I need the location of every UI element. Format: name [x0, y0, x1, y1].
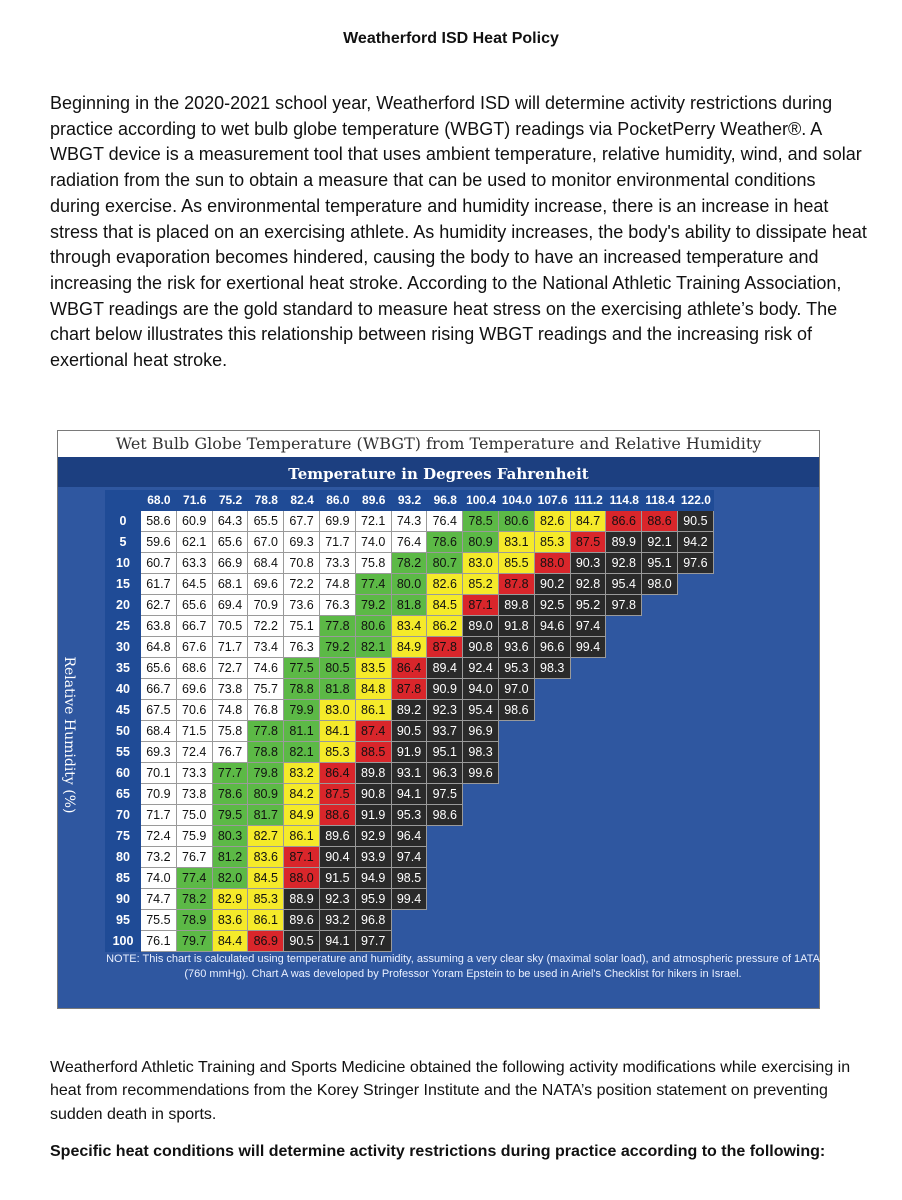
wbgt-cell: 78.8	[284, 679, 320, 700]
wbgt-cell: 87.4	[356, 721, 392, 742]
temperature-header: 75.2	[213, 490, 249, 511]
wbgt-cell: 75.5	[141, 910, 177, 931]
wbgt-cell: 74.3	[392, 511, 428, 532]
wbgt-cell: 97.5	[427, 784, 463, 805]
wbgt-cell: 66.7	[177, 616, 213, 637]
wbgt-cell: 66.7	[141, 679, 177, 700]
wbgt-cell: 69.6	[248, 574, 284, 595]
wbgt-cell: 68.1	[213, 574, 249, 595]
wbgt-cell: 80.7	[427, 553, 463, 574]
humidity-header: 70	[105, 805, 141, 826]
wbgt-cell: 88.0	[535, 553, 571, 574]
wbgt-cell: 79.2	[320, 637, 356, 658]
wbgt-cell: 92.3	[320, 889, 356, 910]
wbgt-cell: 87.8	[392, 679, 428, 700]
wbgt-table	[105, 490, 821, 952]
wbgt-cell: 98.3	[463, 742, 499, 763]
wbgt-cell: 72.1	[356, 511, 392, 532]
wbgt-cell: 71.7	[213, 637, 249, 658]
wbgt-cell: 72.4	[177, 742, 213, 763]
wbgt-cell: 71.7	[320, 532, 356, 553]
wbgt-cell: 86.1	[356, 700, 392, 721]
humidity-header: 45	[105, 700, 141, 721]
humidity-header: 25	[105, 616, 141, 637]
wbgt-cell: 84.4	[213, 931, 249, 952]
wbgt-cell: 81.8	[320, 679, 356, 700]
wbgt-cell: 86.4	[320, 763, 356, 784]
wbgt-cell: 90.8	[356, 784, 392, 805]
wbgt-cell: 84.5	[427, 595, 463, 616]
wbgt-cell: 75.9	[177, 826, 213, 847]
wbgt-cell: 77.4	[356, 574, 392, 595]
wbgt-cell: 86.1	[284, 826, 320, 847]
wbgt-cell: 95.3	[499, 658, 535, 679]
wbgt-cell: 97.8	[606, 595, 642, 616]
wbgt-cell: 80.9	[248, 784, 284, 805]
wbgt-cell: 88.6	[320, 805, 356, 826]
humidity-header: 20	[105, 595, 141, 616]
wbgt-cell: 93.1	[392, 763, 428, 784]
wbgt-cell: 68.6	[177, 658, 213, 679]
wbgt-cell: 63.8	[141, 616, 177, 637]
temperature-header: 93.2	[392, 490, 428, 511]
wbgt-cell: 86.6	[606, 511, 642, 532]
wbgt-cell: 88.6	[642, 511, 678, 532]
wbgt-cell: 91.5	[320, 868, 356, 889]
wbgt-cell: 76.7	[177, 847, 213, 868]
wbgt-cell: 95.1	[427, 742, 463, 763]
wbgt-cell: 84.9	[392, 637, 428, 658]
wbgt-cell: 82.6	[427, 574, 463, 595]
wbgt-cell: 84.2	[284, 784, 320, 805]
wbgt-cell: 83.4	[392, 616, 428, 637]
wbgt-cell: 78.9	[177, 910, 213, 931]
temperature-header: 89.6	[356, 490, 392, 511]
wbgt-cell: 83.2	[284, 763, 320, 784]
temperature-header: 68.0	[141, 490, 177, 511]
wbgt-cell: 85.5	[499, 553, 535, 574]
wbgt-cell: 84.7	[571, 511, 607, 532]
wbgt-cell: 79.9	[284, 700, 320, 721]
wbgt-cell: 94.6	[535, 616, 571, 637]
wbgt-cell: 97.4	[571, 616, 607, 637]
wbgt-cell: 79.5	[213, 805, 249, 826]
humidity-header: 15	[105, 574, 141, 595]
wbgt-cell: 70.5	[213, 616, 249, 637]
wbgt-cell: 82.1	[284, 742, 320, 763]
wbgt-cell: 94.0	[463, 679, 499, 700]
wbgt-cell: 95.3	[392, 805, 428, 826]
wbgt-cell: 78.8	[248, 742, 284, 763]
wbgt-cell: 64.8	[141, 637, 177, 658]
wbgt-cell: 70.9	[141, 784, 177, 805]
wbgt-cell: 60.9	[177, 511, 213, 532]
wbgt-cell: 78.6	[213, 784, 249, 805]
wbgt-cell: 94.2	[678, 532, 714, 553]
wbgt-cell: 73.2	[141, 847, 177, 868]
wbgt-cell: 96.8	[356, 910, 392, 931]
wbgt-cell: 87.1	[284, 847, 320, 868]
wbgt-cell: 93.2	[320, 910, 356, 931]
wbgt-cell: 65.5	[248, 511, 284, 532]
wbgt-cell: 96.6	[535, 637, 571, 658]
wbgt-cell: 92.5	[535, 595, 571, 616]
humidity-header: 95	[105, 910, 141, 931]
wbgt-cell: 73.6	[284, 595, 320, 616]
temperature-header: 114.8	[606, 490, 642, 511]
wbgt-cell: 83.0	[320, 700, 356, 721]
wbgt-cell: 96.3	[427, 763, 463, 784]
wbgt-cell: 73.8	[177, 784, 213, 805]
wbgt-cell: 81.7	[248, 805, 284, 826]
wbgt-cell: 78.2	[177, 889, 213, 910]
wbgt-cell: 89.9	[606, 532, 642, 553]
wbgt-cell: 90.5	[284, 931, 320, 952]
wbgt-cell: 77.4	[177, 868, 213, 889]
wbgt-cell: 88.5	[356, 742, 392, 763]
wbgt-cell: 73.3	[320, 553, 356, 574]
intro-paragraph: Beginning in the 2020-2021 school year, Weatherford ISD will determine activity restrictions during practice according to wet bulb globe temperature (WBGT) readings via PocketPerry Weather®. A WBGT device is a measurement tool that uses ambient temperature, relative humidity, wind, and solar radiation from the sun to obtain a measure that can be used to monitor environmental conditions during exercise. As environmental temperature and humidity increase, there is an increase in heat stress that is placed on an exercising athlete. As humidity increases, the body's ability to dissipate heat through evaporation becomes hindered, causing the body to have an increased temperature and increasing the risk for exertional heat stroke. According to the National Athletic Training Association, WBGT readings are the gold standard to measure heat stress on the exercising athlete’s body. The chart below illustrates this relationship between rising WBGT readings and the increasing risk of exertional heat stroke.	[50, 93, 867, 371]
humidity-header: 5	[105, 532, 141, 553]
temperature-header: 86.0	[320, 490, 356, 511]
wbgt-cell: 84.1	[320, 721, 356, 742]
wbgt-cell: 78.5	[463, 511, 499, 532]
wbgt-cell: 67.5	[141, 700, 177, 721]
document-title: Weatherford ISD Heat Policy	[343, 30, 559, 47]
wbgt-cell: 90.2	[535, 574, 571, 595]
wbgt-cell: 80.6	[499, 511, 535, 532]
humidity-header: 50	[105, 721, 141, 742]
wbgt-cell: 98.6	[427, 805, 463, 826]
wbgt-cell: 69.9	[320, 511, 356, 532]
wbgt-cell: 69.6	[177, 679, 213, 700]
wbgt-cell: 97.4	[392, 847, 428, 868]
wbgt-cell: 95.4	[463, 700, 499, 721]
wbgt-cell: 79.7	[177, 931, 213, 952]
wbgt-cell: 72.4	[141, 826, 177, 847]
wbgt-cell: 92.1	[642, 532, 678, 553]
wbgt-cell: 94.1	[320, 931, 356, 952]
humidity-header: 10	[105, 553, 141, 574]
wbgt-cell: 85.3	[535, 532, 571, 553]
wbgt-cell: 99.4	[392, 889, 428, 910]
wbgt-cell: 75.7	[248, 679, 284, 700]
wbgt-cell: 64.5	[177, 574, 213, 595]
wbgt-cell: 74.7	[141, 889, 177, 910]
temperature-axis-title: Temperature in Degrees Fahrenheit	[58, 457, 819, 487]
wbgt-cell: 97.0	[499, 679, 535, 700]
wbgt-cell: 89.6	[320, 826, 356, 847]
wbgt-cell: 63.3	[177, 553, 213, 574]
wbgt-cell: 59.6	[141, 532, 177, 553]
wbgt-cell: 71.5	[177, 721, 213, 742]
wbgt-cell: 95.1	[642, 553, 678, 574]
wbgt-cell: 79.8	[248, 763, 284, 784]
humidity-header: 90	[105, 889, 141, 910]
temperature-header: 71.6	[177, 490, 213, 511]
wbgt-cell: 76.7	[213, 742, 249, 763]
wbgt-cell: 90.4	[320, 847, 356, 868]
wbgt-cell: 80.9	[463, 532, 499, 553]
wbgt-cell: 89.2	[392, 700, 428, 721]
wbgt-cell: 85.2	[463, 574, 499, 595]
wbgt-cell: 89.4	[427, 658, 463, 679]
wbgt-cell: 64.3	[213, 511, 249, 532]
wbgt-cell: 82.9	[213, 889, 249, 910]
temperature-header: 78.8	[248, 490, 284, 511]
temperature-header: 82.4	[284, 490, 320, 511]
temperature-header: 118.4	[642, 490, 678, 511]
wbgt-cell: 72.7	[213, 658, 249, 679]
wbgt-cell: 66.9	[213, 553, 249, 574]
wbgt-cell: 92.8	[606, 553, 642, 574]
humidity-header: 0	[105, 511, 141, 532]
wbgt-cell: 99.6	[463, 763, 499, 784]
chart-note: NOTE: This chart is calculated using temperature and humidity, assuming a very clear sky (maximal solar load), and atmospheric pressure of 1ATA (760 mmHg). Chart A was developed by Professor Yoram Epstein to be used in Ariel's Checklist for hikers in Israel.	[106, 953, 820, 980]
wbgt-cell: 80.6	[356, 616, 392, 637]
wbgt-cell: 82.7	[248, 826, 284, 847]
wbgt-cell: 86.2	[427, 616, 463, 637]
wbgt-cell: 82.0	[213, 868, 249, 889]
activity-paragraph: Weatherford Athletic Training and Sports Medicine obtained the following activity modifications while exercising in heat from recommendations from the Korey Stringer Institute and the NATA’s position statement on preventing sudden death in sports.	[50, 1059, 851, 1123]
wbgt-cell: 95.2	[571, 595, 607, 616]
wbgt-cell: 83.6	[248, 847, 284, 868]
wbgt-cell: 89.8	[499, 595, 535, 616]
wbgt-cell: 75.8	[213, 721, 249, 742]
wbgt-cell: 85.3	[248, 889, 284, 910]
temperature-header: 96.8	[427, 490, 463, 511]
wbgt-cell: 91.9	[392, 742, 428, 763]
wbgt-cell: 90.3	[571, 553, 607, 574]
wbgt-cell: 67.7	[284, 511, 320, 532]
wbgt-cell: 71.7	[141, 805, 177, 826]
wbgt-cell: 74.8	[320, 574, 356, 595]
wbgt-cell: 77.8	[320, 616, 356, 637]
wbgt-cell: 98.0	[642, 574, 678, 595]
wbgt-cell: 87.8	[499, 574, 535, 595]
wbgt-cell: 84.9	[284, 805, 320, 826]
wbgt-cell: 98.5	[392, 868, 428, 889]
wbgt-cell: 72.2	[248, 616, 284, 637]
wbgt-cell: 77.8	[248, 721, 284, 742]
wbgt-cell: 86.9	[248, 931, 284, 952]
wbgt-cell: 62.1	[177, 532, 213, 553]
temperature-header: 111.2	[571, 490, 607, 511]
wbgt-cell: 79.2	[356, 595, 392, 616]
wbgt-cell: 87.5	[571, 532, 607, 553]
wbgt-cell: 73.3	[177, 763, 213, 784]
wbgt-cell: 74.8	[213, 700, 249, 721]
humidity-header: 75	[105, 826, 141, 847]
wbgt-cell: 86.4	[392, 658, 428, 679]
humidity-axis-title: Relative Humidity (%)	[61, 656, 77, 814]
humidity-header: 55	[105, 742, 141, 763]
wbgt-cell: 60.7	[141, 553, 177, 574]
wbgt-cell: 91.8	[499, 616, 535, 637]
wbgt-cell: 70.6	[177, 700, 213, 721]
wbgt-cell: 94.9	[356, 868, 392, 889]
wbgt-cell: 95.9	[356, 889, 392, 910]
wbgt-cell: 88.9	[284, 889, 320, 910]
wbgt-cell: 72.2	[284, 574, 320, 595]
wbgt-cell: 68.4	[248, 553, 284, 574]
wbgt-cell: 81.2	[213, 847, 249, 868]
wbgt-cell: 70.8	[284, 553, 320, 574]
wbgt-cell: 82.1	[356, 637, 392, 658]
wbgt-cell: 99.4	[571, 637, 607, 658]
humidity-header: 35	[105, 658, 141, 679]
wbgt-cell: 86.1	[248, 910, 284, 931]
wbgt-cell: 62.7	[141, 595, 177, 616]
wbgt-cell: 67.0	[248, 532, 284, 553]
wbgt-cell: 96.9	[463, 721, 499, 742]
wbgt-cell: 76.4	[427, 511, 463, 532]
wbgt-cell: 70.1	[141, 763, 177, 784]
wbgt-cell: 81.8	[392, 595, 428, 616]
wbgt-cell: 90.8	[463, 637, 499, 658]
wbgt-cell: 76.8	[248, 700, 284, 721]
wbgt-cell: 76.3	[320, 595, 356, 616]
temperature-header: 100.4	[463, 490, 499, 511]
temperature-header: 122.0	[678, 490, 714, 511]
humidity-header: 80	[105, 847, 141, 868]
wbgt-cell: 92.4	[463, 658, 499, 679]
wbgt-cell: 88.0	[284, 868, 320, 889]
wbgt-cell: 83.0	[463, 553, 499, 574]
wbgt-cell: 78.6	[427, 532, 463, 553]
wbgt-cell: 95.4	[606, 574, 642, 595]
wbgt-cell: 83.6	[213, 910, 249, 931]
wbgt-cell: 98.6	[499, 700, 535, 721]
humidity-header: 40	[105, 679, 141, 700]
wbgt-cell: 83.1	[499, 532, 535, 553]
restrictions-subheading: Specific heat conditions will determine activity restrictions during practice according to the following:	[50, 1143, 826, 1160]
wbgt-cell: 76.3	[284, 637, 320, 658]
wbgt-cell: 92.9	[356, 826, 392, 847]
wbgt-cell: 73.4	[248, 637, 284, 658]
wbgt-cell: 90.5	[678, 511, 714, 532]
wbgt-cell: 93.9	[356, 847, 392, 868]
wbgt-cell: 80.0	[392, 574, 428, 595]
humidity-header: 100	[105, 931, 141, 952]
wbgt-cell: 69.4	[213, 595, 249, 616]
wbgt-cell: 73.8	[213, 679, 249, 700]
temperature-header: 104.0	[499, 490, 535, 511]
wbgt-cell: 96.4	[392, 826, 428, 847]
wbgt-cell: 75.1	[284, 616, 320, 637]
wbgt-cell: 70.9	[248, 595, 284, 616]
wbgt-cell: 93.6	[499, 637, 535, 658]
wbgt-cell: 77.7	[213, 763, 249, 784]
wbgt-cell: 81.1	[284, 721, 320, 742]
wbgt-cell: 87.8	[427, 637, 463, 658]
wbgt-cell: 76.4	[392, 532, 428, 553]
wbgt-cell: 67.6	[177, 637, 213, 658]
wbgt-cell: 74.0	[356, 532, 392, 553]
wbgt-cell: 90.5	[392, 721, 428, 742]
wbgt-cell: 84.5	[248, 868, 284, 889]
wbgt-cell: 85.3	[320, 742, 356, 763]
wbgt-cell: 90.9	[427, 679, 463, 700]
wbgt-cell: 91.9	[356, 805, 392, 826]
wbgt-cell: 97.6	[678, 553, 714, 574]
wbgt-cell: 75.0	[177, 805, 213, 826]
humidity-header: 30	[105, 637, 141, 658]
temperature-header: 107.6	[535, 490, 571, 511]
table-corner	[105, 490, 141, 511]
humidity-header: 65	[105, 784, 141, 805]
wbgt-cell: 69.3	[141, 742, 177, 763]
wbgt-cell: 80.3	[213, 826, 249, 847]
wbgt-cell: 89.8	[356, 763, 392, 784]
wbgt-cell: 80.5	[320, 658, 356, 679]
wbgt-cell: 65.6	[141, 658, 177, 679]
wbgt-cell: 58.6	[141, 511, 177, 532]
wbgt-cell: 87.1	[463, 595, 499, 616]
wbgt-cell: 65.6	[213, 532, 249, 553]
wbgt-cell: 65.6	[177, 595, 213, 616]
wbgt-cell: 76.1	[141, 931, 177, 952]
wbgt-cell: 61.7	[141, 574, 177, 595]
wbgt-cell: 97.7	[356, 931, 392, 952]
humidity-header: 85	[105, 868, 141, 889]
wbgt-cell: 92.8	[571, 574, 607, 595]
chart-title: Wet Bulb Globe Temperature (WBGT) from Temperature and Relative Humidity	[58, 431, 819, 457]
wbgt-cell: 82.6	[535, 511, 571, 532]
wbgt-cell: 77.5	[284, 658, 320, 679]
wbgt-cell: 84.8	[356, 679, 392, 700]
humidity-header: 60	[105, 763, 141, 784]
wbgt-cell: 78.2	[392, 553, 428, 574]
wbgt-cell: 74.0	[141, 868, 177, 889]
wbgt-cell: 87.5	[320, 784, 356, 805]
wbgt-cell: 74.6	[248, 658, 284, 679]
wbgt-cell: 68.4	[141, 721, 177, 742]
wbgt-cell: 89.0	[463, 616, 499, 637]
wbgt-cell: 98.3	[535, 658, 571, 679]
wbgt-cell: 93.7	[427, 721, 463, 742]
wbgt-cell: 83.5	[356, 658, 392, 679]
wbgt-cell: 92.3	[427, 700, 463, 721]
wbgt-cell: 75.8	[356, 553, 392, 574]
wbgt-cell: 69.3	[284, 532, 320, 553]
wbgt-cell: 89.6	[284, 910, 320, 931]
wbgt-cell: 94.1	[392, 784, 428, 805]
